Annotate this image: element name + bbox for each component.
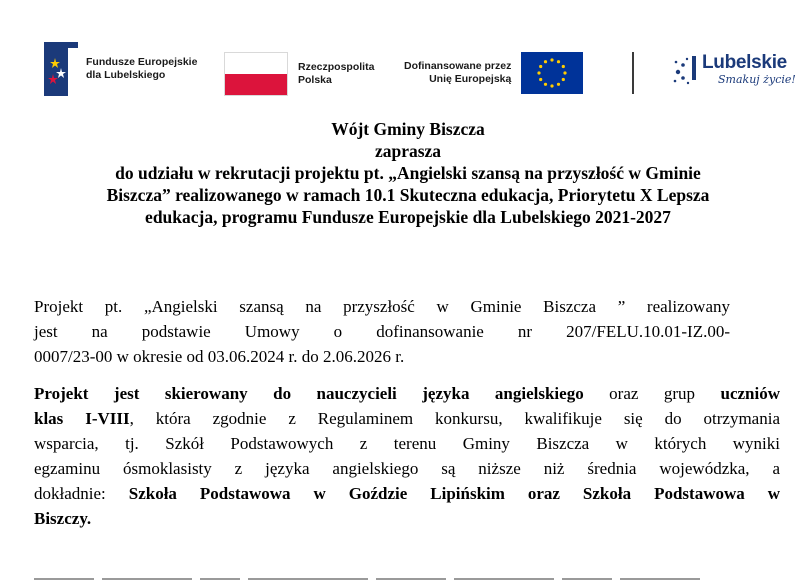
eu-logo-line1: Dofinansowane przez xyxy=(404,60,512,72)
heading-line-2: zaprasza xyxy=(374,141,442,161)
polish-flag-icon xyxy=(224,52,288,96)
para2-line-1 xyxy=(34,381,780,406)
heading-line-5: edukacja, programu Fundusze Europejskie dla Lubelskiego 2021-2027 xyxy=(145,207,671,227)
cut-off-next-line xyxy=(34,578,780,588)
fe-logo xyxy=(44,42,197,96)
heading-line-4: Biszcza” realizowanego w ramach 10.1 Skuteczna edukacja, Priorytetu X Lepsza xyxy=(106,185,710,205)
heading-line-3: do udziału w rekrutacji projektu pt. „Angielski szansą na przyszłość w Gminie xyxy=(115,163,701,183)
para2-line-3: wsparcia, tj. Szkół Podstawowych z terenu Gminy Biszcza w których wyniki xyxy=(34,434,780,453)
fe-logo-line2: dla Lubelskiego xyxy=(86,69,166,81)
para2-bold-4: Szkoła Podstawowa w Goździe Lipińskim oraz Szkoła Podstawowa w xyxy=(128,484,780,503)
fe-flag-icon xyxy=(44,42,78,96)
eu-flag-icon xyxy=(521,52,583,94)
fe-logo-text xyxy=(86,56,197,82)
para1-line-1: Projekt pt. „Angielski szansą na przyszłość w Gminie Biszcza ” realizowany xyxy=(34,297,730,316)
rp-logo-text xyxy=(298,61,374,87)
lubelskie-slogan: Smakuj życie! xyxy=(718,73,796,86)
logo-divider xyxy=(632,52,634,94)
para1-line-3: 0007/23-00 w okresie od 03.06.2024 r. do 2.06.2026 r. xyxy=(34,347,405,366)
para2-text-3: dokładnie: xyxy=(34,484,129,503)
lubelskie-name: Lubelskie xyxy=(702,52,787,73)
fe-logo-line1: Fundusze Europejskie xyxy=(86,56,198,68)
lubelskie-mark-icon xyxy=(672,50,700,90)
rp-logo xyxy=(224,52,374,96)
project-info-paragraph xyxy=(34,294,730,369)
eu-logo-line2: Unię Europejską xyxy=(429,73,512,85)
target-group-paragraph xyxy=(34,381,780,531)
logo-bar xyxy=(0,0,806,110)
rp-logo-line1: Rzeczpospolita xyxy=(298,61,375,73)
para2-bold-3: klas I-VIII xyxy=(34,409,130,428)
para2-bold-1: Projekt jest skierowany do nauczycieli języka angielskiego xyxy=(34,384,584,403)
heading-line-1: Wójt Gminy Biszcza xyxy=(331,119,485,139)
para2-bold-5: Biszczy. xyxy=(34,509,92,528)
eu-logo xyxy=(404,52,583,94)
announcement-heading xyxy=(28,118,788,228)
rp-logo-line2: Polska xyxy=(298,74,332,86)
para2-bold-2: uczniów xyxy=(720,384,780,403)
para2-text-2: , która zgodnie z Regulaminem konkursu, kwalifikuje się do otrzymania xyxy=(129,409,780,428)
lubelskie-logo-text xyxy=(702,53,796,87)
eu-logo-text xyxy=(404,60,511,86)
para2-line-6 xyxy=(34,506,780,531)
para2-line-5 xyxy=(34,481,780,506)
para2-line-2 xyxy=(34,406,780,431)
lubelskie-logo xyxy=(672,50,796,90)
para1-line-2: jest na podstawie Umowy o dofinansowanie nr 207/FELU.10.01-IZ.00- xyxy=(34,322,730,341)
para2-text-1: oraz grup xyxy=(583,384,721,403)
para2-line-4: egzaminu ósmoklasisty z języka angielskiego są niższe niż średnia wojewódzka, a xyxy=(34,459,780,478)
